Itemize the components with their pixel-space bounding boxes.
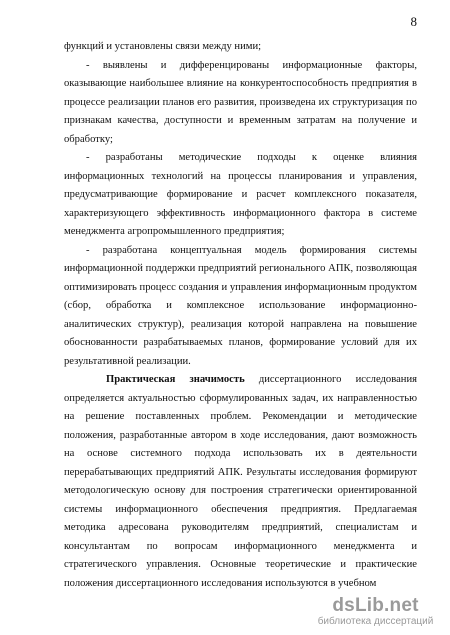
- page-number: 8: [410, 14, 417, 29]
- watermark: [313, 595, 438, 627]
- paragraph-text: диссертационного исследования определяется актуальностью сформулированных задач, их направленностью на решение поставленных проблем. Рекомендации и методические положения, разработанные автором в ходе исследования, дают возможность на основе системного подхода использовать их в деятельности перерабатывающих предприятий АПК. Результаты исследования формируют методологическую основу для построения стратегически ориентированной системы информационного обеспечения предприятия. Предлагаемая методика адресована руководителям предприятий, специалистам и консультантам по вопросам информационного менеджмента и стратегического управления. Основные теоретические и практические положения диссертационного исследования используются в учебном: [64, 374, 417, 589]
- list-item: - разработана концептуальная модель формирования системы информационной поддержки предприятий регионального АПК, позволяющая оптимизировать процесс создания и управления информационным продуктом (сбор, обработка и комплексное использование информационно-аналитических структур), реализация которой направлена на повышение обоснованности разрабатываемых планов, формирование условий для их результативной реализации.: [64, 244, 417, 367]
- watermark-tagline: библиотека диссертаций: [317, 616, 434, 627]
- paragraph-practical-significance: [64, 371, 417, 593]
- section-lead-term: Практическая значимость: [106, 374, 245, 385]
- paragraph-continuation: функций и установлены связи между ними;: [64, 41, 262, 52]
- watermark-logo: dsLib.net: [332, 595, 419, 616]
- list-item: - выявлены и дифференцированы информационные факторы, оказывающие наибольшее влияние на конкурентоспособность предприятия в процессе реализации планов его развития, произведена их структуризация по признакам качества, доступности и временным затратам на получение и обработку;: [64, 59, 417, 145]
- document-body: [64, 38, 417, 593]
- list-item: - разработаны методические подходы к оценке влияния информационных технологий на процессы планирования и управления, предусматривающие формирование и расчет комплексного показателя, характеризующего эффективность информационного фактора в системе менеджмента агропромышленного предприятия;: [64, 152, 417, 237]
